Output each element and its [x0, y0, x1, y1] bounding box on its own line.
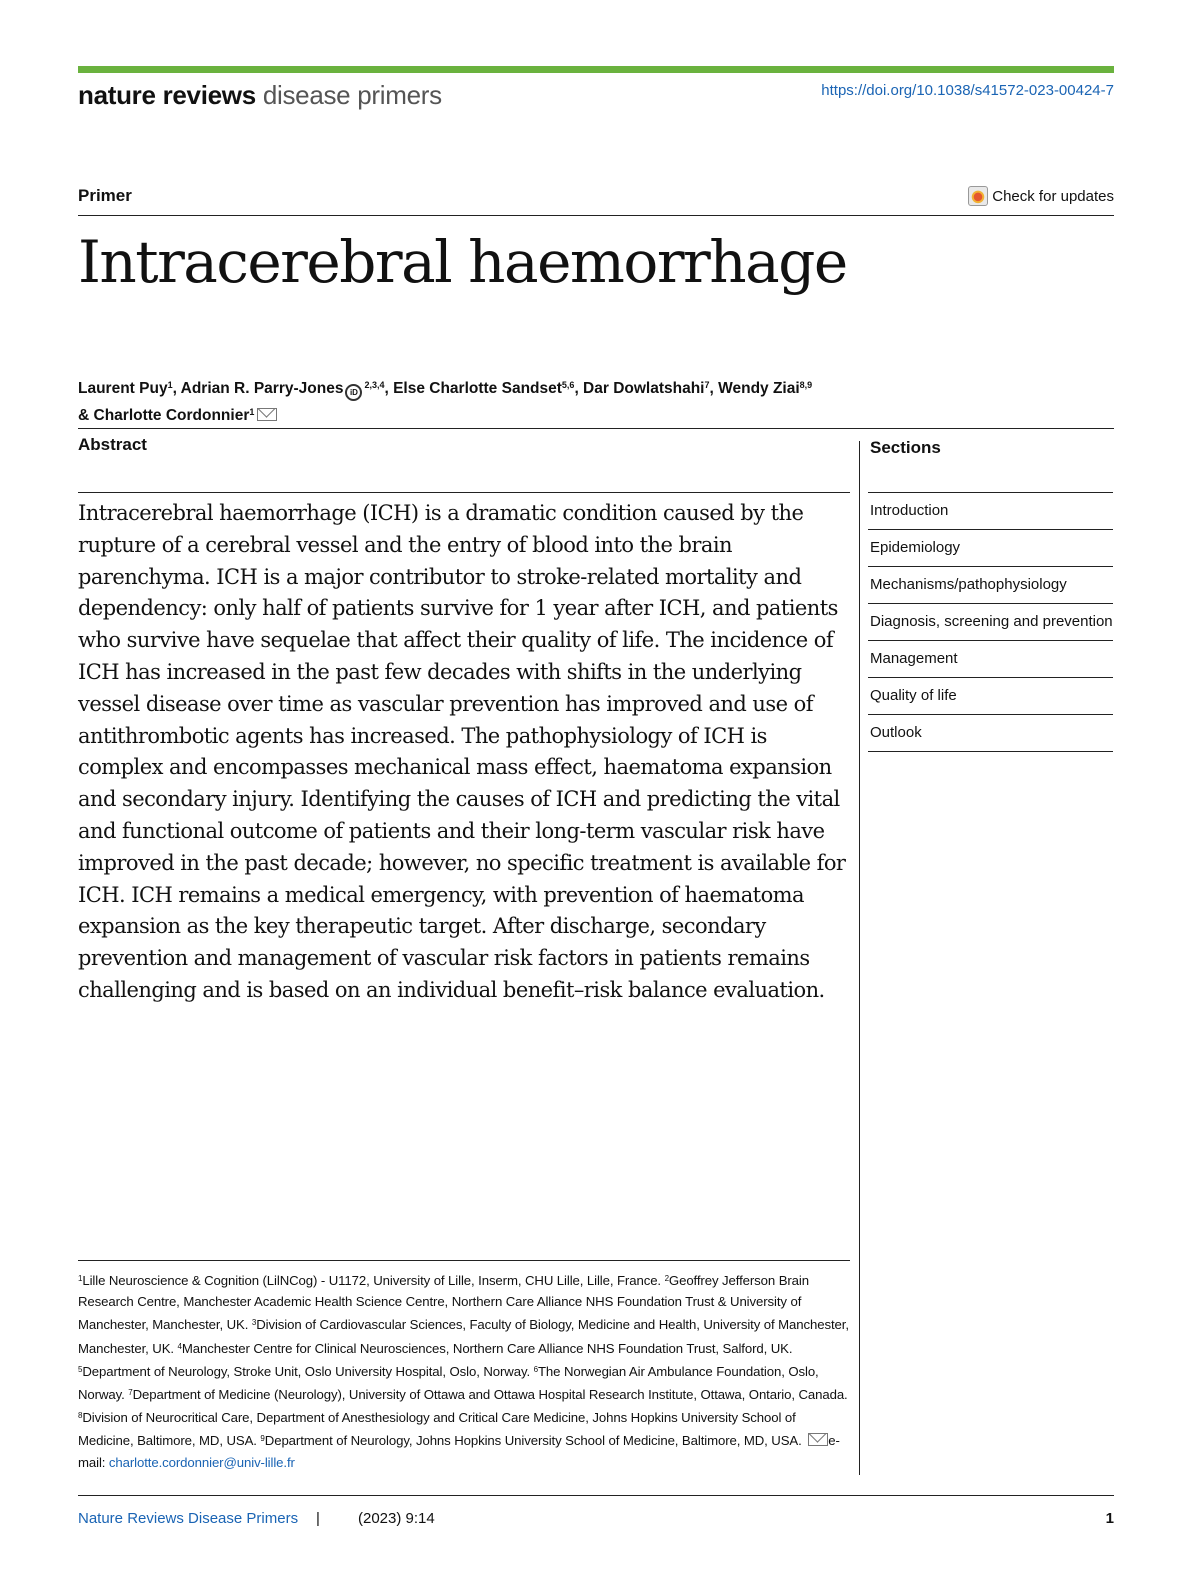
author-name: & Charlotte Cordonnier	[78, 407, 250, 424]
affiliations-rule	[78, 1260, 850, 1261]
abstract-heading: Abstract	[78, 435, 147, 454]
email-link[interactable]: charlotte.cordonnier@univ-lille.fr	[108, 1454, 295, 1470]
footer-rule	[78, 1495, 1114, 1496]
author-affil-sup: 5,6	[561, 380, 575, 390]
author-list	[78, 374, 1114, 427]
affil-sup: 5	[78, 1364, 83, 1374]
article-type: Primer	[78, 186, 132, 205]
abstract-text: Intracerebral haemorrhage (ICH) is a dramatic condition caused by the rupture of a cerebral vessel and the entry of blood into the brain parenchyma. ICH is a major contributor to stroke-related mortality and dependency: only half of patients survive for 1 year after ICH, and patients who survive have sequelae that affect their quality of life. The incidence of ICH has increased in the past few decades with shifts in the underlying vessel disease over time as vascular prevention has improved and use of antithrombotic agents has increased. The pathophysiology of ICH is complex and encompasses mechanical mass effect, haematoma expansion and secondary injury. Identifying the causes of ICH and predicting the vital and functional outcome of patients and their long-term vascular risk have improved in the past decade; however, no specific treatment is available for ICH. ICH remains a medical emergency, with prevention of haematoma expansion as the key therapeutic target. After discharge, secondary prevention and management of vascular risk factors in patients remains challenging and is based on an individual benefit–risk balance evaluation.	[78, 501, 846, 1002]
affil-sup: 3	[251, 1318, 257, 1328]
footer-citation: (2023) 9:14	[358, 1510, 435, 1527]
section-link-quality-of-life[interactable]: Quality of life	[868, 678, 1113, 715]
affil-text: The Norwegian Air Ambulance Foundation, Oslo, Norway.	[78, 1363, 819, 1403]
authors-rule	[78, 428, 1114, 429]
affil-text: Geoffrey Jefferson Brain Research Centre, Manchester Academic Health Science Centre, Northern Care Alliance NHS Foundation Trust & University of Manchester, Manchester, UK.	[78, 1273, 809, 1333]
affil-sup: 9	[260, 1434, 265, 1444]
journal-brand[interactable]	[78, 80, 442, 111]
brand-light: disease primers	[262, 80, 442, 110]
header-rule	[78, 215, 1114, 216]
affil-text: Department of Neurology, Stroke Unit, Oslo University Hospital, Oslo, Norway.	[82, 1363, 534, 1379]
email-label: e-mail:	[78, 1433, 840, 1470]
author-name: , Wendy Ziai	[709, 380, 800, 397]
affiliations	[78, 1268, 850, 1473]
section-link-outlook[interactable]: Outlook	[868, 715, 1113, 752]
crossmark-icon	[968, 186, 988, 206]
author-name: , Else Charlotte Sandset	[384, 380, 562, 397]
affil-text: Lille Neuroscience & Cognition (LilNCog) - U1172, University of Lille, Inserm, CHU Lille, Lille, France.	[82, 1273, 665, 1288]
affil-sup: 7	[128, 1388, 133, 1398]
author-affil-sup: 2,3,4	[364, 380, 385, 390]
affil-sup: 2	[664, 1274, 669, 1283]
header-accent-bar	[78, 66, 1114, 73]
author-affil-sup: 1	[167, 380, 173, 390]
author-affil-sup: 8,9	[799, 380, 813, 390]
affil-text: Division of Cardiovascular Sciences, Faculty of Biology, Medicine and Health, University of Manchester, Manchester, UK.	[78, 1317, 849, 1356]
section-link-mechanisms[interactable]: Mechanisms/pathophysiology	[868, 567, 1113, 604]
email-icon	[808, 1433, 828, 1446]
author-name: Laurent Puy	[78, 380, 168, 397]
affil-sup: 1	[78, 1274, 83, 1283]
section-link-management[interactable]: Management	[868, 641, 1113, 678]
section-link-epidemiology[interactable]: Epidemiology	[868, 530, 1113, 567]
section-link-diagnosis[interactable]: Diagnosis, screening and prevention	[868, 604, 1113, 641]
affil-sup: 8	[78, 1411, 83, 1421]
sections-nav	[868, 492, 1113, 752]
footer-separator: |	[316, 1510, 320, 1527]
affil-text: Department of Neurology, Johns Hopkins University School of Medicine, Baltimore, MD, USA.	[264, 1433, 806, 1449]
email-icon[interactable]	[257, 408, 277, 421]
author-name: , Adrian R. Parry-Jones	[172, 380, 344, 397]
section-link-introduction[interactable]: Introduction	[868, 493, 1113, 530]
check-updates-label: Check for updates	[992, 187, 1114, 205]
affil-sup: 6	[533, 1364, 538, 1374]
article-title: Intracerebral haemorrhage	[78, 228, 847, 296]
orcid-icon[interactable]: iD	[345, 384, 362, 401]
footer-journal-link[interactable]: Nature Reviews Disease Primers	[78, 1510, 299, 1527]
check-updates-button[interactable]	[968, 186, 1114, 206]
abstract-rule	[78, 492, 850, 493]
affil-text: Department of Medicine (Neurology), University of Ottawa and Ottawa Hospital Research Institute, Ottawa, Ontario, Canada.	[132, 1387, 848, 1403]
author-affil-sup: 7	[704, 380, 710, 390]
author-affil-sup: 1	[249, 407, 255, 417]
doi-link[interactable]: https://doi.org/10.1038/s41572-023-00424-7	[821, 82, 1114, 99]
affil-text: Manchester Centre for Clinical Neurosciences, Northern Care Alliance NHS Foundation Trust, Salford, UK.	[181, 1340, 793, 1356]
affil-sup: 4	[177, 1341, 182, 1351]
sections-heading: Sections	[870, 438, 941, 457]
page-number: 1	[1105, 1510, 1114, 1527]
author-name: , Dar Dowlatshahi	[574, 380, 705, 397]
affil-text: Division of Neurocritical Care, Department of Anesthesiology and Critical Care Medicine, Johns Hopkins University School of Medicine, Baltimore, MD, USA.	[78, 1410, 796, 1449]
column-divider	[859, 441, 860, 1475]
brand-bold: nature reviews	[78, 80, 256, 110]
